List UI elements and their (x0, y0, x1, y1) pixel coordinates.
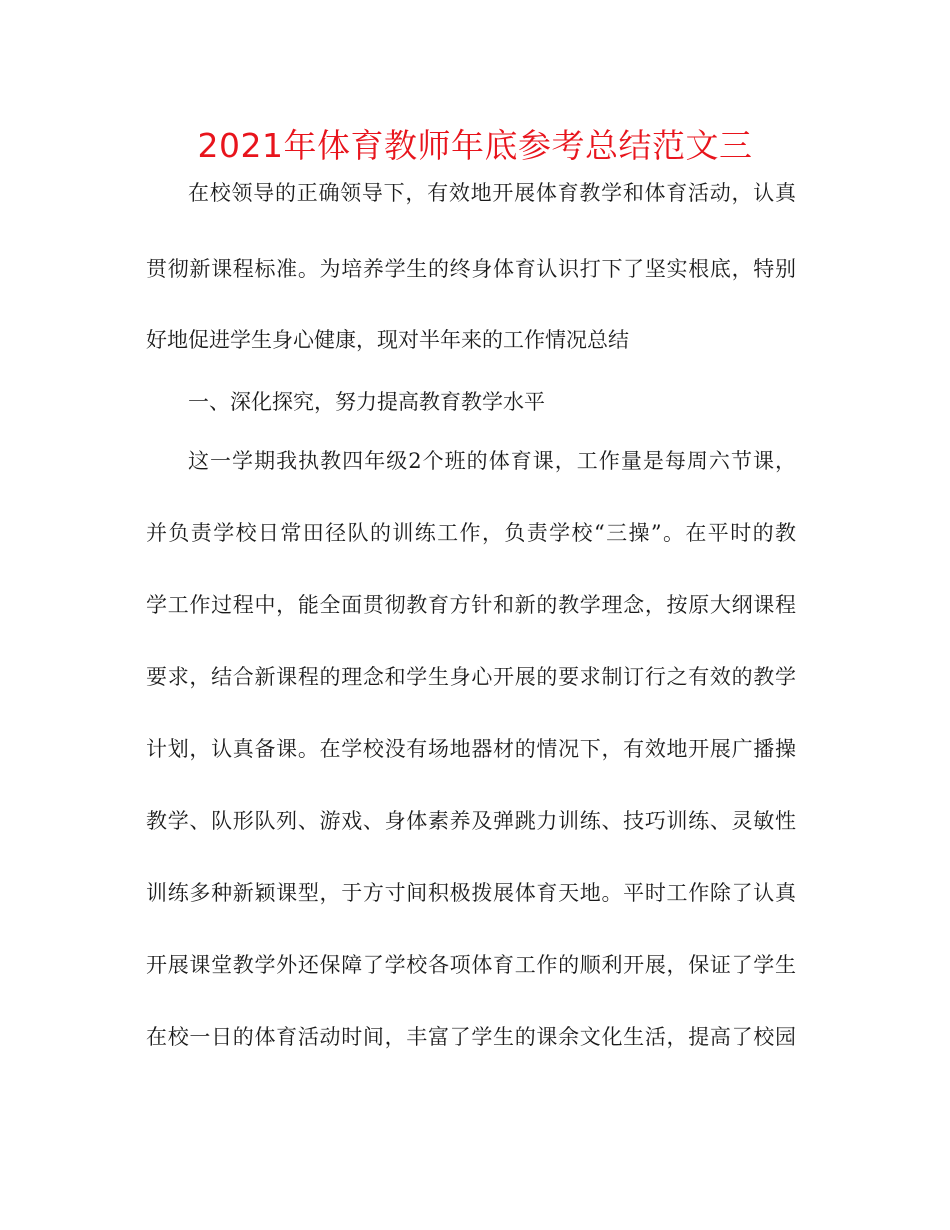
paragraph-line-6: 并负责学校日常田径队的训练工作，负责学校“三操”。在平时的教 (146, 521, 796, 545)
paragraph-line-1: 在校领导的正确领导下，有效地开展体育教学和体育活动，认真 (188, 181, 796, 205)
paragraph-line-8: 要求，结合新课程的理念和学生身心开展的要求制订行之有效的教学 (146, 665, 796, 689)
paragraph-line-11: 训练多种新颖课型，于方寸间积极拨展体育天地。平时工作除了认真 (146, 881, 796, 905)
section-heading: 一、深化探究，努力提高教育教学水平 (188, 390, 545, 414)
paragraph-line-7: 学工作过程中，能全面贯彻教育方针和新的教学理念，按原大纲课程 (146, 593, 796, 617)
paragraph-line-3: 好地促进学生身心健康，现对半年来的工作情况总结 (146, 328, 629, 352)
paragraph-line-5: 这一学期我执教四年级2个班的体育课，工作量是每周六节课， (188, 449, 796, 473)
paragraph-line-10: 教学、队形队列、游戏、身体素养及弹跳力训练、技巧训练、灵敏性 (146, 809, 796, 833)
paragraph-line-12: 开展课堂教学外还保障了学校各项体育工作的顺利开展，保证了学生 (146, 953, 796, 977)
paragraph-line-2: 贯彻新课程标准。为培养学生的终身体育认识打下了坚实根底，特别 (146, 257, 796, 281)
paragraph-line-13: 在校一日的体育活动时间，丰富了学生的课余文化生活，提高了校园 (146, 1025, 796, 1049)
document-title: 2021年体育教师年底参考总结范文三 (197, 126, 753, 165)
paragraph-line-9: 计划，认真备课。在学校没有场地器材的情况下，有效地开展广播操 (146, 737, 796, 761)
